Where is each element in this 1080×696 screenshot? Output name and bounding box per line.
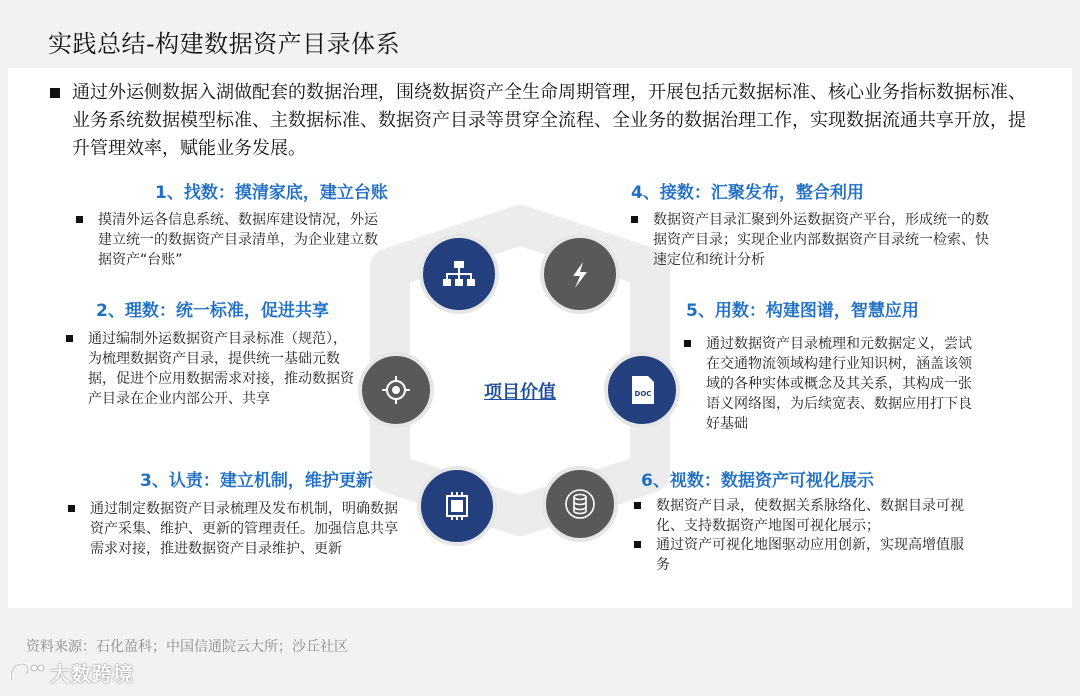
section-1-text: 摸清外运各信息系统、数据库建设情况，外运建立统一的数据资产目录清单，为企业建立数据资产“台账”: [98, 212, 378, 268]
document-icon: [632, 376, 654, 404]
section-2-title: 2、理数：统一标准，促进共享: [96, 301, 329, 321]
section-4-bullet: [631, 210, 991, 270]
section-6-title: 6、视数：数据资产可视化展示: [641, 471, 874, 491]
section-2-bullet: [66, 329, 356, 409]
section-3-bullet: [68, 499, 398, 559]
page-title: 实践总结-构建数据资产目录体系: [48, 30, 401, 58]
section-1-title: 1、找数：摸清家底，建立台账: [155, 183, 388, 203]
section-4-text: 数据资产目录汇聚到外运数据资产平台，形成统一的数据资产目录；实现企业内部数据资产目录统一检索、快速定位和统计分析: [653, 212, 989, 268]
node-visualize: [544, 468, 616, 540]
section-5-title: 5、用数：构建图谱，智慧应用: [686, 301, 919, 321]
section-5-text: 通过数据资产目录梳理和元数据定义，尝试在交通物流领域构建行业知识树，涵盖该领域的各种实体或概念及其关系，其构成一张语义网络图，为后续宽表、数据应用打下良好基础: [706, 336, 972, 432]
bullet-square: [684, 340, 691, 347]
section-3-text: 通过制定数据资产目录梳理及发布机制，明确数据资产采集、维护、更新的管理责任。加强信息共享需求对接，推进数据资产目录维护、更新: [90, 501, 398, 557]
section-6-bullet-2: [634, 535, 974, 575]
project-value-link[interactable]: 项目价值: [484, 382, 556, 403]
section-6-text-1: 数据资产目录，使数据关系脉络化、数据目录可视化、支持数据资产地图可视化展示；: [656, 498, 964, 534]
section-2-text: 通过编制外运数据资产目录标准（规范），为梳理数据资产目录，提供统一基础元数据，促进个应用数据需求对接，推动数据资产目录在企业内部公开、共享: [88, 331, 354, 407]
intro-text: 通过外运侧数据入湖做配套的数据治理，围绕数据资产全生命周期管理，开展包括元数据标准、核心业务指标数据标准、业务系统数据模型标准、主数据标准、数据资产目录等贯穿全流程、全业务的数据治理工作，实现数据流通共享开放，提升管理效率，赋能业务发展。: [72, 82, 1026, 159]
node-organize: [360, 354, 432, 426]
bullet-square: [76, 216, 83, 223]
bullet-square: [631, 216, 638, 223]
section-3-title: 3、认责：建立机制，维护更新: [140, 471, 373, 491]
node-collect: [542, 236, 618, 312]
watermark-text: 大数跨境: [50, 662, 134, 686]
node-responsibility: [419, 468, 495, 544]
section-6-text-2: 通过资产可视化地图驱动应用创新，实现高增值服务: [656, 537, 964, 573]
node-use: [606, 354, 678, 426]
bullet-square: [634, 502, 641, 509]
source-note: 资料来源：石化盈科；中国信通院云大所；沙丘社区: [26, 639, 348, 655]
section-5-bullet: [684, 334, 984, 434]
bullet-square: [66, 335, 73, 342]
bullet-square: [68, 505, 75, 512]
section-6-bullet-1: [634, 496, 974, 536]
bullet-square: [634, 541, 641, 548]
doc-icon-label: DOC: [634, 390, 652, 398]
watermark-logo-icon: [8, 660, 48, 684]
node-find: [421, 236, 497, 312]
section-4-title: 4、接数：汇聚发布，整合利用: [631, 183, 864, 203]
section-1-bullet: [76, 210, 386, 270]
